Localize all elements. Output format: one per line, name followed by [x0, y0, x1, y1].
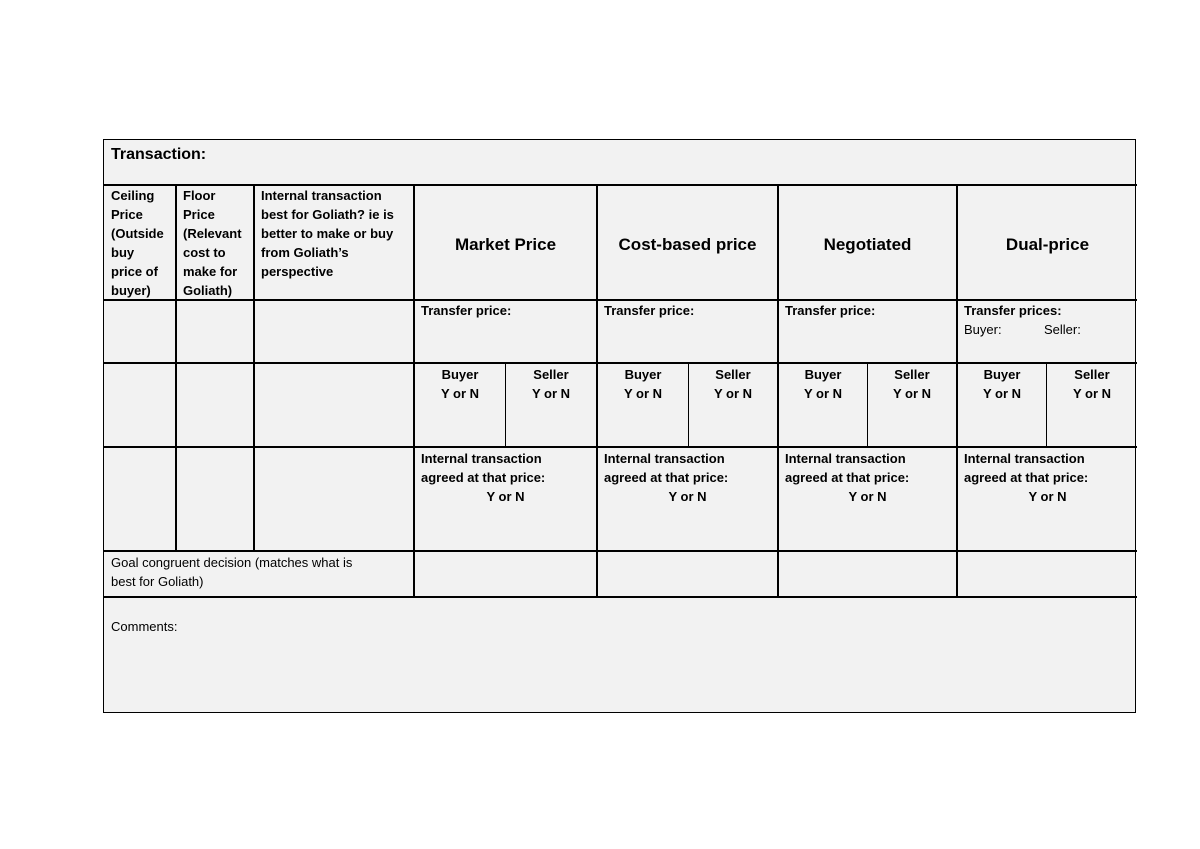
negotiated-agreed-label: Internal transaction agreed at that price:: [785, 451, 910, 485]
cost-agreed-label: Internal transaction agreed at that price:: [604, 451, 729, 485]
divider: [104, 550, 1137, 552]
cost-agreed-yn: Y or N: [668, 489, 707, 504]
cost-buyer-yn: Y or N: [623, 386, 663, 401]
dual-seller-label: Seller:: [1044, 322, 1081, 337]
negotiated-buyer-label: Buyer: [804, 367, 842, 382]
dual-seller-yn-label: Seller: [1074, 367, 1110, 382]
negotiated-header: Negotiated: [823, 235, 912, 254]
market-buyer-yn: Y or N: [440, 386, 480, 401]
dual-agreed-label: Internal transaction agreed at that price:: [964, 451, 1089, 485]
dual-buyer-yn-label: Buyer: [983, 367, 1021, 382]
cost-based-price-header: Cost-based price: [618, 235, 757, 254]
negotiated-seller-yn: Y or N: [892, 386, 932, 401]
cost-transfer-price-label: Transfer price:: [604, 303, 695, 318]
goal-congruent-label: Goal congruent decision (matches what is best for Goliath): [111, 555, 353, 589]
dual-seller-yn: Y or N: [1072, 386, 1112, 401]
market-seller-yn: Y or N: [531, 386, 571, 401]
negotiated-transfer-price-label: Transfer price:: [785, 303, 876, 318]
negotiated-seller-label: Seller: [894, 367, 930, 382]
ceiling-price-header: Ceiling Price (Outside buy price of buyer): [111, 188, 164, 298]
divider: [104, 184, 1137, 186]
market-buyer-label: Buyer: [441, 367, 479, 382]
market-agreed-label: Internal transaction agreed at that price:: [421, 451, 546, 485]
market-price-header: Market Price: [454, 235, 557, 254]
dual-transfer-prices-label: Transfer prices:: [964, 303, 1062, 318]
divider: [104, 596, 1137, 598]
cost-seller-label: Seller: [715, 367, 751, 382]
transaction-form: [103, 139, 1136, 713]
dual-buyer-yn: Y or N: [982, 386, 1022, 401]
floor-price-header: Floor Price (Relevant cost to make for Goliath): [183, 188, 242, 298]
internal-transaction-header: Internal transaction best for Goliath? ie is better to make or buy from Goliath’s perspective: [261, 188, 394, 279]
negotiated-agreed-yn: Y or N: [848, 489, 887, 504]
dual-agreed-yn: Y or N: [1028, 489, 1067, 504]
divider: [104, 446, 1137, 448]
divider: [175, 184, 177, 552]
form-title: Transaction:: [111, 146, 207, 163]
cost-buyer-label: Buyer: [624, 367, 662, 382]
divider: [104, 362, 1137, 364]
comments-label: Comments:: [111, 619, 178, 634]
negotiated-buyer-yn: Y or N: [803, 386, 843, 401]
dual-price-header: Dual-price: [1005, 235, 1090, 254]
cost-seller-yn: Y or N: [713, 386, 753, 401]
dual-buyer-label: Buyer:: [964, 322, 1002, 337]
divider: [253, 184, 255, 552]
market-transfer-price-label: Transfer price:: [421, 303, 512, 318]
market-agreed-yn: Y or N: [486, 489, 525, 504]
market-seller-label: Seller: [533, 367, 569, 382]
